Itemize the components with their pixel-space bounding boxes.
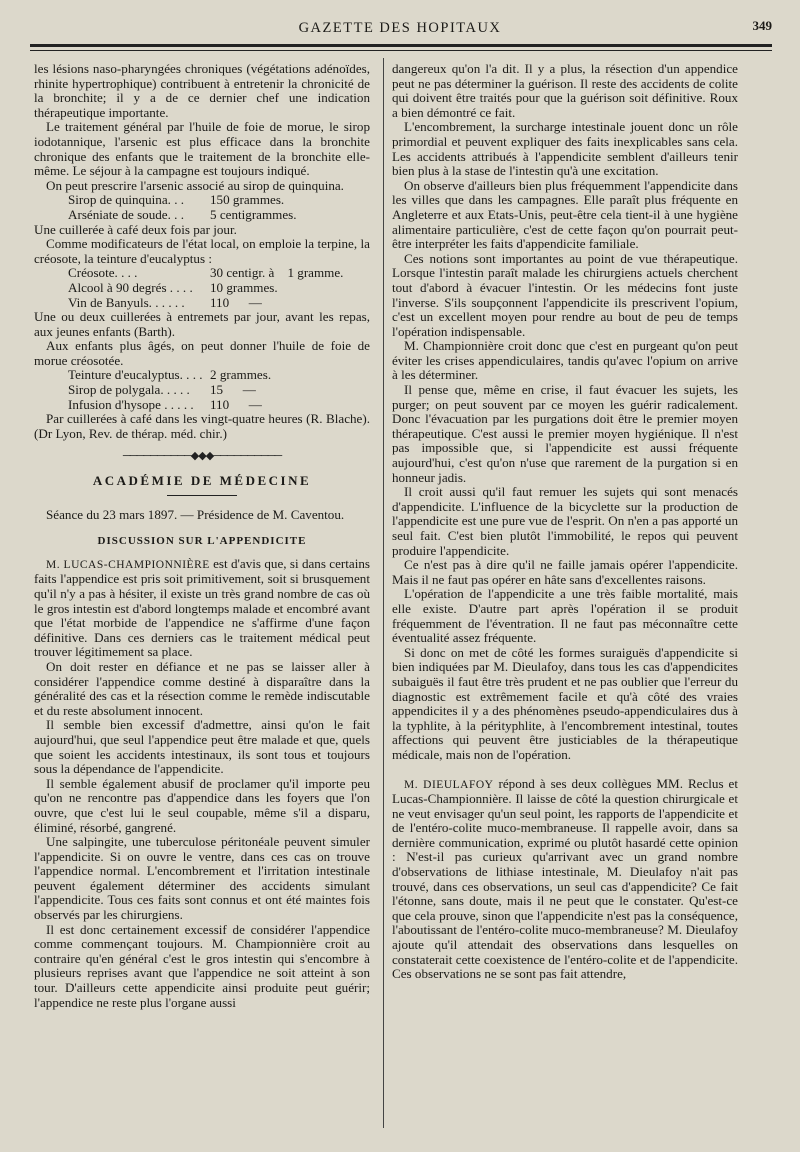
page-header <box>28 18 772 40</box>
paragraph: Il semble bien excessif d'admettre, ainsi qu'on le fait aujourd'hui, que seul l'appendice peut être malade et que, quels que soient les accidents intestinaux, ils sont tous et toujours sous la dépendance de l'appendicite. <box>34 717 370 777</box>
recipe-row <box>68 281 370 296</box>
paragraph: On observe d'ailleurs bien plus fréquemment l'appendicite dans les villes que dans les campagnes. Elle paraît plus fréquente en Angleterre et aux Etats-Unis, peut-être cela tient-il à une hygiène alimentaire particulière, c'est de cette façon qu'on pourrait peut-être interpréter les faits d'appendicite familiale. <box>392 177 738 252</box>
recipe-row <box>68 193 370 208</box>
paragraph <box>392 777 738 982</box>
ingredient-dose: 150 grammes. <box>210 192 285 208</box>
paragraph <box>34 557 370 660</box>
session-line: Séance du 23 mars 1897. — Présidence de M. Caventou. <box>46 506 345 522</box>
recipe-quinquina <box>68 193 370 222</box>
ingredient-dose: 5 centigrammes. <box>210 206 297 222</box>
paragraph-text: répond à ses deux collègues MM. Reclus et Lucas-Championnière. Il laisse de côté la question chirurgicale et ne veut envisager qu'un seul point, les rapports de l'appendicite et de l'entéro-colite muco-membraneuse. Il rappelle avoir, dans sa dernière communication, exprimé ou plutôt hasardé cette opinion : N'est-il pas curieux qu'arrivant avec un grand nombre d'observations de lithiase intestinale, M. Dieulafoy n'ait pas trouvé, dans ces observations, un seul cas d'appendicite? Ce fait l'étonne, sans doute, mais il ne peut que le constater. Qu'est-ce que cela prouve, sinon que l'appendicite n'est pas la conséquence, l'aboutissant de l'entéro-colite muco-membraneuse? M. Dieulafoy ajoute qu'il attendait des observations dans lesquelles on constaterait cette coexistence de l'entéro-colite et de l'appendicite. Ces observations ne se sont pas fait attendre, <box>392 775 738 982</box>
running-title: GAZETTE DES HOPITAUX <box>298 20 502 36</box>
recipe-eucalyptus <box>68 368 370 412</box>
paragraph: Le traitement général par l'huile de foie de morue, le sirop iodotannique, l'arsenic est plus efficace dans la bronchite chronique des enfants que le traitement de la bronchite elle-même. Le séjour à la campagne est toujours indiqué. <box>34 119 370 179</box>
ingredient-name: Créosote. . . . <box>68 265 138 281</box>
right-column <box>392 62 738 982</box>
paragraph: Comme modificateurs de l'état local, on emploie la terpine, la créosote, la teinture d'eucalyptus : <box>34 236 370 266</box>
ingredient-name: Alcool à 90 degrés . . . . <box>68 279 193 295</box>
paragraph: Il pense que, même en crise, il faut évacuer les sujets, les purger; on peut souvent par ce moyen les guérir radicalement. Donc l'évacuation par les purgations doit être le premier moyen thérapeutique. C'est aussi le premier moyen hygiénique. Il n'est pas impossible que, si l'appendicite est aussi fréquente aujourd'hui, c'est qu'on n'use que rarement de la purgation si en honneur jadis. <box>392 382 738 485</box>
header-rule-thin <box>30 50 772 51</box>
paragraph: Si donc on met de côté les formes suraiguës d'appendicite si bien indiquées par M. Dieulafoy, dans tous les cas d'appendicites subaiguës il faut être très prudent et ne pas oublier que l'erreur du diagnostic est extrêmement facile et qu'à côté des vraies appendicites il y a des phénomènes pseudo-appendiculaires dus à la typhlite, à la pérityphlite, à l'encombrement intestinal, toutes affections qui peuvent être justiciables de la thérapeutique médicale, mais non de l'opération. <box>392 644 738 762</box>
paragraph: Il semble également abusif de proclamer qu'il importe peu qu'on ne rencontre pas d'appendice dans les foyers que l'on ouvre, que c'est lui le seul coupable, même s'il a disparu, éliminé, résorbé, gangrené. <box>34 775 370 835</box>
section-rule <box>167 495 237 496</box>
speaker-name: M. LUCAS-CHAMPIONNIÈRE <box>46 558 210 571</box>
paragraph-text: est d'avis que, si dans certains faits l'appendice est pris soit primitivement, soit si brusquement qu'il n'y a pas à hésiter, il existe un très grand nombre de cas où le gros intestin est d'abord longtemps malade et encombré avant que l'état morbide de l'appendice ne s'affirme d'une façon définitive. Dans ces derniers cas le traitement médical peut trouver légitimement sa place. <box>34 555 370 660</box>
recipe-row <box>68 296 370 311</box>
left-column <box>34 62 370 1010</box>
ingredient-dose: 110 — <box>210 294 262 310</box>
page-number: 349 <box>752 18 772 33</box>
ingredient-dose: 15 — <box>210 382 256 398</box>
ingredient-name: Vin de Banyuls. . . . . . <box>68 294 185 310</box>
paragraph: Il est donc certainement excessif de considérer l'appendice comme commençant toujours. M. Championnière croit au contraire qu'en général c'est le gros intestin qui s'encombre à plusieurs reprises avant que l'appendice ne soit atteint à son tour. D'ailleurs cette appendicite ainsi produite peut guérir; l'appendice ne reste plus l'organe aussi <box>34 921 370 1010</box>
ingredient-dose: 10 grammes. <box>210 279 278 295</box>
column-divider <box>383 58 384 1128</box>
paragraph: On doit rester en défiance et ne pas se laisser aller à considérer l'appendice comme destiné à disparaître dans la généralité des cas et la résection comme le remède indiscutable et du reste absolument innocent. <box>34 658 370 718</box>
discussion-heading: DISCUSSION SUR L'APPENDICITE <box>97 535 307 548</box>
ingredient-name: Arséniate de soude. . . <box>68 206 184 222</box>
paragraph: M. Championnière croit donc que c'est en purgeant qu'on peut éviter les crises appendiculaires, tandis qu'avec l'opium on arrive à les déterminer. <box>392 338 738 383</box>
paragraph: Par cuillerées à café dans les vingt-quatre heures (R. Blache). (Dr Lyon, Rev. de thérap. méd. chir.) <box>34 411 370 441</box>
paragraph: Il croit aussi qu'il faut remuer les sujets qui sont menacés d'appendicite. L'influence de la bicyclette sur la production de l'appendicite est une pure vue de l'esprit. On n'en a pas apporté un seul fait. C'est bien plutôt l'immobilité, le repos qui peuvent produire l'appendicite. <box>392 484 738 558</box>
paragraph: les lésions naso-pharyngées chroniques (végétations adénoïdes, rhinite hypertrophique) contribuent à entretenir la chronicité de la bronchite; il y a de ce dernier chef une indication thérapeutique importante. <box>34 61 370 120</box>
ingredient-dose: 30 centigr. à 1 gramme. <box>210 265 344 281</box>
recipe-row <box>68 208 370 223</box>
paragraph: On peut prescrire l'arsenic associé au sirop de quinquina. <box>46 177 344 193</box>
ingredient-name: Sirop de polygala. . . . . <box>68 382 190 398</box>
ingredient-dose: 110 — <box>210 396 262 412</box>
speaker-name: M. DIEULAFOY <box>404 778 494 791</box>
ornamental-rule: ──────────◆◆◆────────── <box>122 450 282 463</box>
ingredient-name: Sirop de quinquina. . . <box>68 192 185 208</box>
paragraph: L'opération de l'appendicite a une très faible mortalité, mais elle existe. D'autre part après l'opération il se produit fréquemment de l'éventration. Il ne faut pas méconnaître cette éventualité assez fréquente. <box>392 586 738 646</box>
paragraph: Une salpingite, une tuberculose péritonéale peuvent simuler l'appendicite. Si on ouvre le ventre, dans ces cas on trouve l'appendice normal. L'encombrement et l'irritation intestinale peuvent également déterminer des accidents simulant l'appendicite. Tous ces faits sont connus et ont été maintes fois observés par les chirurgiens. <box>34 834 370 923</box>
ingredient-name: Teinture d'eucalyptus. . . . <box>68 367 203 383</box>
recipe-row <box>68 368 370 383</box>
recipe-row <box>68 398 370 413</box>
recipe-row <box>68 266 370 281</box>
ingredient-name: Infusion d'hysope . . . . . <box>68 396 194 412</box>
header-rule-thick <box>30 44 772 47</box>
recipe-creosote <box>68 266 370 310</box>
paragraph: Une cuillerée à café deux fois par jour. <box>34 221 237 237</box>
ingredient-dose: 2 grammes. <box>210 367 272 383</box>
paragraph-gap <box>392 763 738 777</box>
paragraph: dangereux qu'on l'a dit. Il y a plus, la résection d'un appendice peut ne pas déterminer la guérison. Il reste des accidents de colite qui doivent être traités pour que la guérison soit définitive. Roux a bien démontré ce fait. <box>392 61 738 120</box>
paragraph: Aux enfants plus âgés, on peut donner l'huile de foie de morue créosotée. <box>34 338 370 368</box>
section-title: ACADÉMIE DE MÉDECINE <box>92 473 312 489</box>
paragraph: Ce n'est pas à dire qu'il ne faille jamais opérer l'appendicite. Mais il ne faut pas opérer en hâte sans d'excellentes raisons. <box>392 557 738 587</box>
paragraph: Ces notions sont importantes au point de vue thérapeutique. Lorsque l'intestin paraît malade les chirurgiens actuels cherchent tout d'abord à évacuer l'intestin. Or les médecins font juste l'inverse. S'ils soupçonnent l'appendicite ils prescrivent l'opium, c'est un excellent moyen pour rendre au bout de peu de temps l'opération indispensable. <box>392 250 738 339</box>
paragraph: L'encombrement, la surcharge intestinale jouent donc un rôle primordial et peuvent expliquer des faits inexplicables sans cela. Les accidents attribués à l'appendicite semblent d'ailleurs tenir bien plus à la stase de l'intestin qu'à une excitation. <box>392 119 738 179</box>
paragraph: Une ou deux cuillerées à entremets par jour, avant les repas, aux jeunes enfants (Barth). <box>34 309 370 339</box>
recipe-row <box>68 383 370 398</box>
